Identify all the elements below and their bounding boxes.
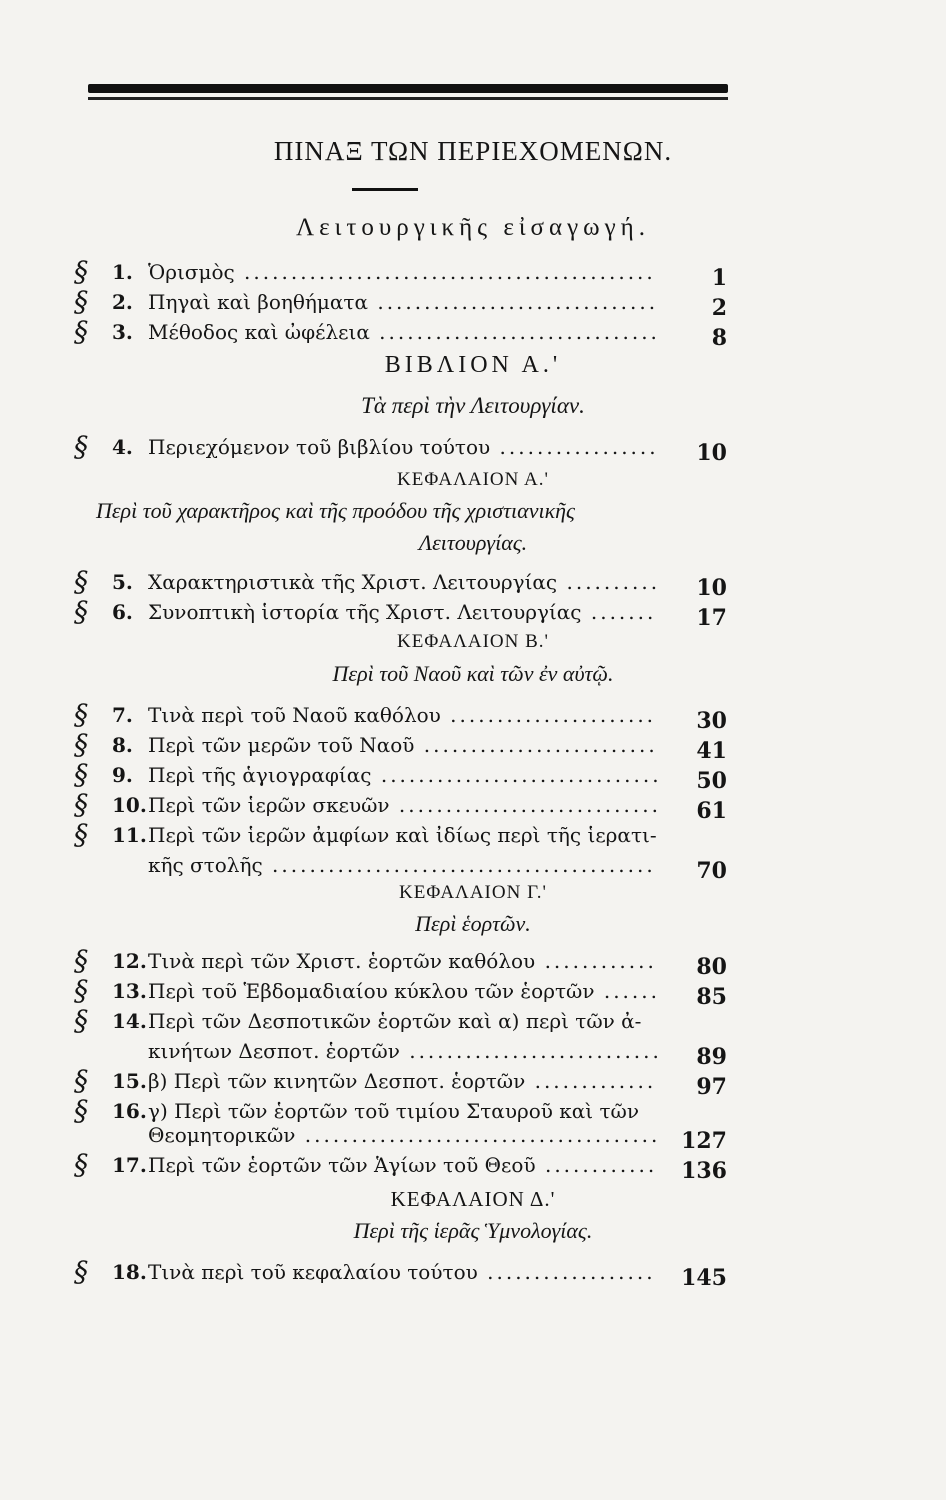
section-sign-icon: §	[74, 698, 88, 731]
entry-number: 14.	[112, 1009, 147, 1033]
section-sign-icon: §	[74, 1094, 88, 1127]
entry-number: 9.	[112, 763, 133, 787]
entry-text: Περὶ τῆς ἁγιογραφίας .....	[148, 758, 657, 792]
book-heading: ΒΙΒΛΙΟΝ Α.'	[384, 352, 562, 378]
entry-number: 6.	[112, 600, 133, 624]
entry-number: 13.	[112, 979, 147, 1003]
toc-entry	[62, 1064, 727, 1098]
toc-entry-continuation	[62, 1118, 727, 1152]
chapter-b-subheading: Περὶ τοῦ Ναοῦ καὶ τῶν ἐν αὐτῷ.	[332, 661, 614, 686]
section-sign-icon: §	[74, 1255, 88, 1288]
entry-number: 7.	[112, 703, 133, 727]
entry-text: Πηγαὶ καὶ βοηθήματα .....	[148, 285, 657, 319]
entry-text: Συνοπτικὴ ἱστορία τῆς Χριστ. Λειτουργίας .....	[148, 595, 657, 629]
entry-text-continued: Θεομητορικῶν .....	[148, 1118, 657, 1152]
book-subheading: Τὰ περὶ τὴν Λειτουργίαν.	[361, 393, 585, 418]
toc-entry	[62, 255, 727, 289]
entry-text: Περὶ τοῦ Ἑβδομαδιαίου κύκλου τῶν ἑορτῶν .....	[148, 974, 657, 1008]
entry-number: 16.	[112, 1099, 147, 1123]
top-thin-rule	[88, 97, 728, 100]
entry-page: 8	[711, 325, 727, 351]
entry-text: β) Περὶ τῶν κινητῶν Δεσποτ. ἑορτῶν .....	[148, 1064, 657, 1098]
toc-entry	[62, 974, 727, 1008]
toc-entry	[62, 698, 727, 732]
entry-text-continued: κῆς στολῆς .....	[148, 848, 657, 882]
section-sign-icon: §	[74, 595, 88, 628]
toc-entry	[62, 1255, 727, 1289]
entry-text: Περὶ τῶν Δεσποτικῶν ἑορτῶν καὶ α) περὶ τῶν ἀ-	[148, 1009, 642, 1033]
section-sign-icon: §	[74, 430, 88, 463]
entry-page: 136	[681, 1158, 727, 1184]
entry-number: 15.	[112, 1069, 147, 1093]
section-sign-icon: §	[74, 758, 88, 791]
toc-entry	[62, 315, 727, 349]
toc-entry	[62, 944, 727, 978]
entry-number: 8.	[112, 733, 133, 757]
toc-entry	[62, 565, 727, 599]
entry-text: Χαρακτηριστικὰ τῆς Χριστ. Λειτουργίας .....	[148, 565, 657, 599]
entry-page: 17	[696, 605, 727, 631]
entry-page: 61	[696, 798, 727, 824]
toc-entry	[62, 1004, 727, 1038]
entry-page: 85	[696, 984, 727, 1010]
toc-entry	[62, 758, 727, 792]
page-title: ΠΙΝΑΞ ΤΩΝ ΠΕΡΙΕΧΟΜΕΝΩΝ.	[273, 136, 673, 166]
chapter-a-subheading-1: Περὶ τοῦ χαρακτῆρος καὶ τῆς προόδου τῆς χριστιανικῆς	[96, 498, 575, 523]
section-sign-icon: §	[74, 728, 88, 761]
entry-number: 3.	[112, 320, 133, 344]
section-sign-icon: §	[74, 1148, 88, 1181]
toc-entry	[62, 788, 727, 822]
section-sign-icon: §	[74, 1064, 88, 1097]
entry-page: 41	[696, 738, 727, 764]
intro-heading: Λειτουργικῆς εἰσαγωγή.	[295, 214, 651, 241]
chapter-c-subheading: Περὶ ἑορτῶν.	[415, 911, 531, 936]
section-sign-icon: §	[74, 818, 88, 851]
chapter-d-heading: ΚΕΦΑΛΑΙΟΝ Δ.'	[390, 1187, 556, 1211]
toc-entry	[62, 595, 727, 629]
entry-page: 97	[696, 1074, 727, 1100]
entry-text: Τινὰ περὶ τῶν Χριστ. ἑορτῶν καθόλου .....	[148, 944, 657, 978]
section-sign-icon: §	[74, 315, 88, 348]
chapter-a-subheading-2: Λειτουργίας.	[418, 530, 528, 555]
entry-page: 145	[681, 1265, 727, 1291]
section-sign-icon: §	[74, 1004, 88, 1037]
chapter-d-subheading: Περὶ τῆς ἱερᾶς Ὑμνολογίας.	[353, 1218, 593, 1243]
entry-text: Τινὰ περὶ τοῦ Ναοῦ καθόλου .....	[148, 698, 657, 732]
section-sign-icon: §	[74, 255, 88, 288]
entry-page: 80	[696, 954, 727, 980]
entry-page: 10	[696, 440, 727, 466]
entry-number: 4.	[112, 435, 133, 459]
toc-entry-continuation	[62, 1034, 727, 1068]
title-divider	[352, 188, 418, 191]
entry-number: 1.	[112, 260, 133, 284]
entry-text: Περὶ τῶν ἱερῶν ἀμφίων καὶ ἰδίως περὶ τῆς ἱερατι-	[148, 823, 657, 847]
chapter-b-heading: ΚΕΦΑΛΑΙΟΝ Β.'	[397, 631, 549, 652]
section-sign-icon: §	[74, 944, 88, 977]
entry-text: Περὶ τῶν ἱερῶν σκευῶν .....	[148, 788, 657, 822]
entry-number: 12.	[112, 949, 147, 973]
entry-text: Τινὰ περὶ τοῦ κεφαλαίου τούτου .....	[148, 1255, 657, 1289]
section-sign-icon: §	[74, 788, 88, 821]
chapter-a-heading: ΚΕΦΑΛΑΙΟΝ Α.'	[397, 469, 549, 490]
entry-page: 50	[696, 768, 727, 794]
entry-page: 70	[696, 858, 727, 884]
entry-text: γ) Περὶ τῶν ἑορτῶν τοῦ τιμίου Σταυροῦ καὶ τῶν	[148, 1099, 640, 1123]
entry-number: 17.	[112, 1153, 147, 1177]
entry-page: 1	[711, 265, 727, 291]
section-sign-icon: §	[74, 285, 88, 318]
entry-text: Ὁρισμὸς .....	[148, 255, 657, 289]
entry-text: Περιεχόμενον τοῦ βιβλίου τούτου .....	[148, 430, 657, 464]
entry-number: 2.	[112, 290, 133, 314]
toc-entry-continuation	[62, 848, 727, 882]
entry-number: 5.	[112, 570, 133, 594]
section-sign-icon: §	[74, 974, 88, 1007]
entry-page: 89	[696, 1044, 727, 1070]
toc-entry	[62, 430, 727, 464]
entry-number: 10.	[112, 793, 147, 817]
chapter-c-heading: ΚΕΦΑΛΑΙΟΝ Γ.'	[399, 882, 547, 903]
top-double-rule	[88, 84, 728, 93]
toc-entry	[62, 728, 727, 762]
entry-page: 2	[711, 295, 727, 321]
toc-entry	[62, 285, 727, 319]
entry-text-continued: κινήτων Δεσποτ. ἑορτῶν .....	[148, 1034, 657, 1068]
section-sign-icon: §	[74, 565, 88, 598]
toc-entry	[62, 818, 727, 852]
entry-text: Μέθοδος καὶ ὠφέλεια .....	[148, 315, 657, 349]
entry-number: 18.	[112, 1260, 147, 1284]
toc-entry	[62, 1148, 727, 1182]
entry-number: 11.	[112, 823, 147, 847]
entry-text: Περὶ τῶν μερῶν τοῦ Ναοῦ .....	[148, 728, 657, 762]
entry-page: 10	[696, 575, 727, 601]
entry-page: 30	[696, 708, 727, 734]
entry-text: Περὶ τῶν ἑορτῶν τῶν Ἁγίων τοῦ Θεοῦ .....	[148, 1148, 657, 1182]
entry-page: 127	[681, 1128, 727, 1154]
